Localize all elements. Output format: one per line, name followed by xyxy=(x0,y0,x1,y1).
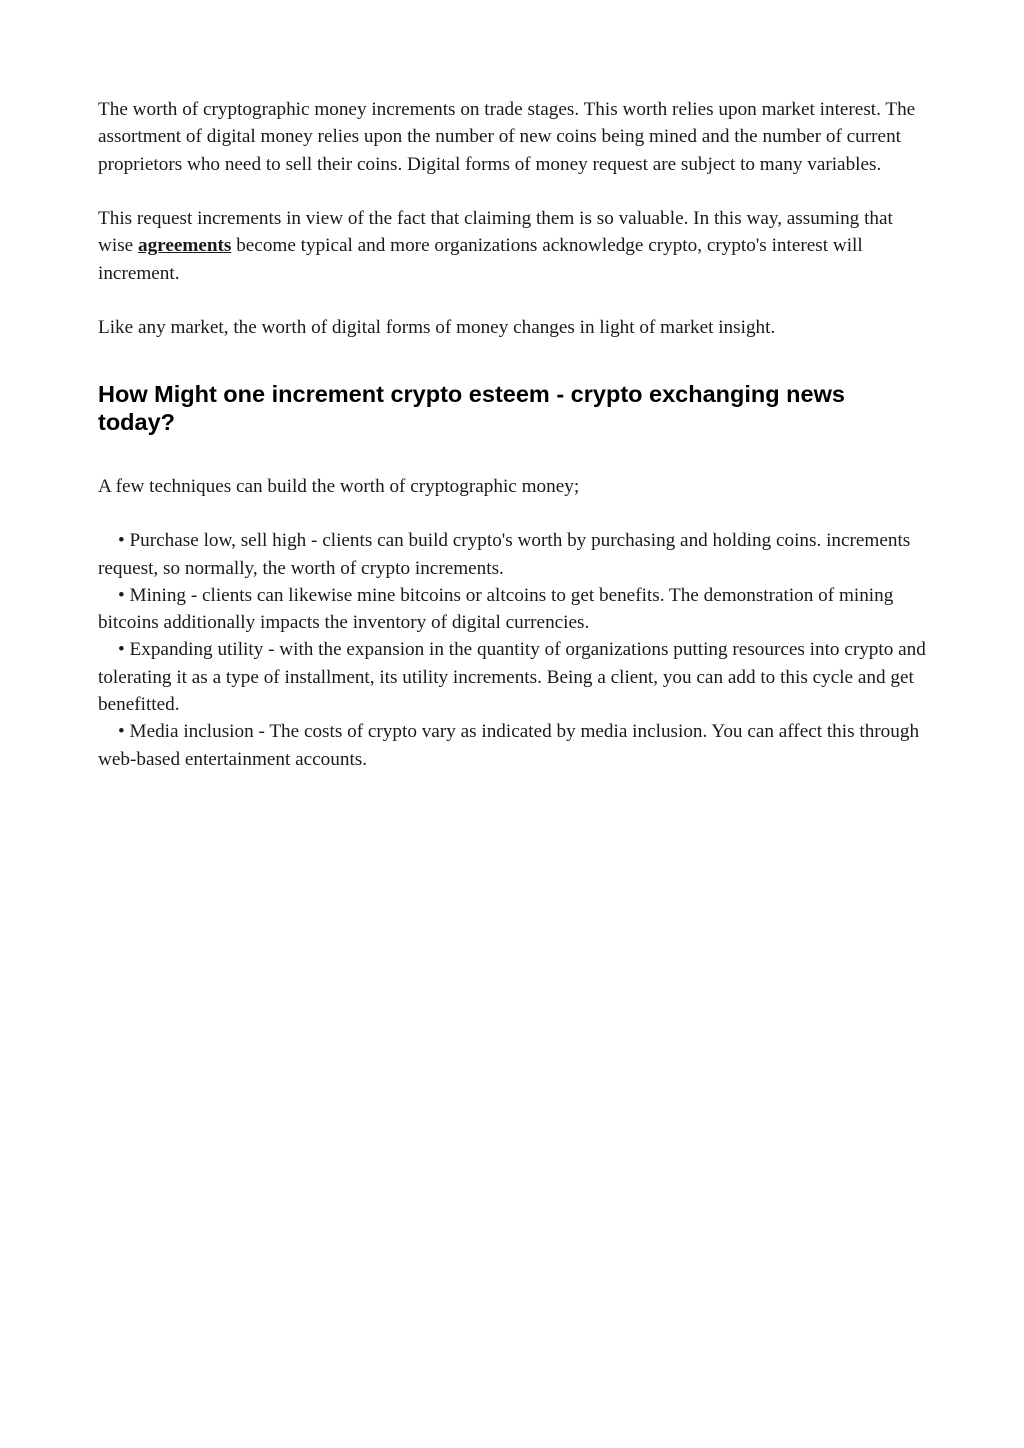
list-item xyxy=(98,636,928,718)
paragraph-text-after-link: become typical and more organizations acknowledge crypto, crypto's interest will increment. xyxy=(98,235,863,284)
document-page xyxy=(98,96,928,773)
paragraph-text-before-link: This request increments in view of the fact that claiming them is so valuable. In this way, assuming that wise xyxy=(98,208,893,257)
paragraph-crypto-worth: The worth of cryptographic money increments on trade stages. This worth relies upon market interest. The assortment of digital money relies upon the number of new coins being mined and the number of current proprietors who need to sell their coins. Digital forms of money request are subject to many variables. xyxy=(98,99,916,175)
agreements-link[interactable]: agreements xyxy=(137,235,232,257)
list-item xyxy=(98,718,928,773)
list-item-text: Media inclusion - The costs of crypto vary as indicated by media inclusion. You can affect this through web-based entertainment accounts. xyxy=(98,721,920,770)
bullet-icon: • xyxy=(118,584,125,606)
paragraph-crypto-demand xyxy=(98,205,928,287)
list-item-text: Mining - clients can likewise mine bitcoins or altcoins to get benefits. The demonstration of mining bitcoins additionally impacts the inventory of digital currencies. xyxy=(98,584,894,634)
list-item xyxy=(98,527,928,582)
list-item xyxy=(98,582,928,637)
list-item-text: Expanding utility - with the expansion in the quantity of organizations putting resources into crypto and tolerating it as a type of installment, its utility increments. Being a client, you can add to this cycle and get benefitted. xyxy=(98,639,926,716)
techniques-list xyxy=(98,527,928,773)
bullet-icon: • xyxy=(118,639,125,661)
paragraph-techniques-intro: A few techniques can build the worth of cryptographic money; xyxy=(98,475,580,497)
bullet-icon: • xyxy=(118,721,125,743)
list-item-text: Purchase low, sell high - clients can build crypto's worth by purchasing and holding coins. increments request, so normally, the worth of crypto increments. xyxy=(98,530,911,579)
paragraph-market-insight: Like any market, the worth of digital forms of money changes in light of market insight. xyxy=(98,317,776,339)
bullet-icon: • xyxy=(118,530,125,552)
section-heading: How Might one increment crypto esteem - crypto exchanging news today? xyxy=(98,380,845,436)
